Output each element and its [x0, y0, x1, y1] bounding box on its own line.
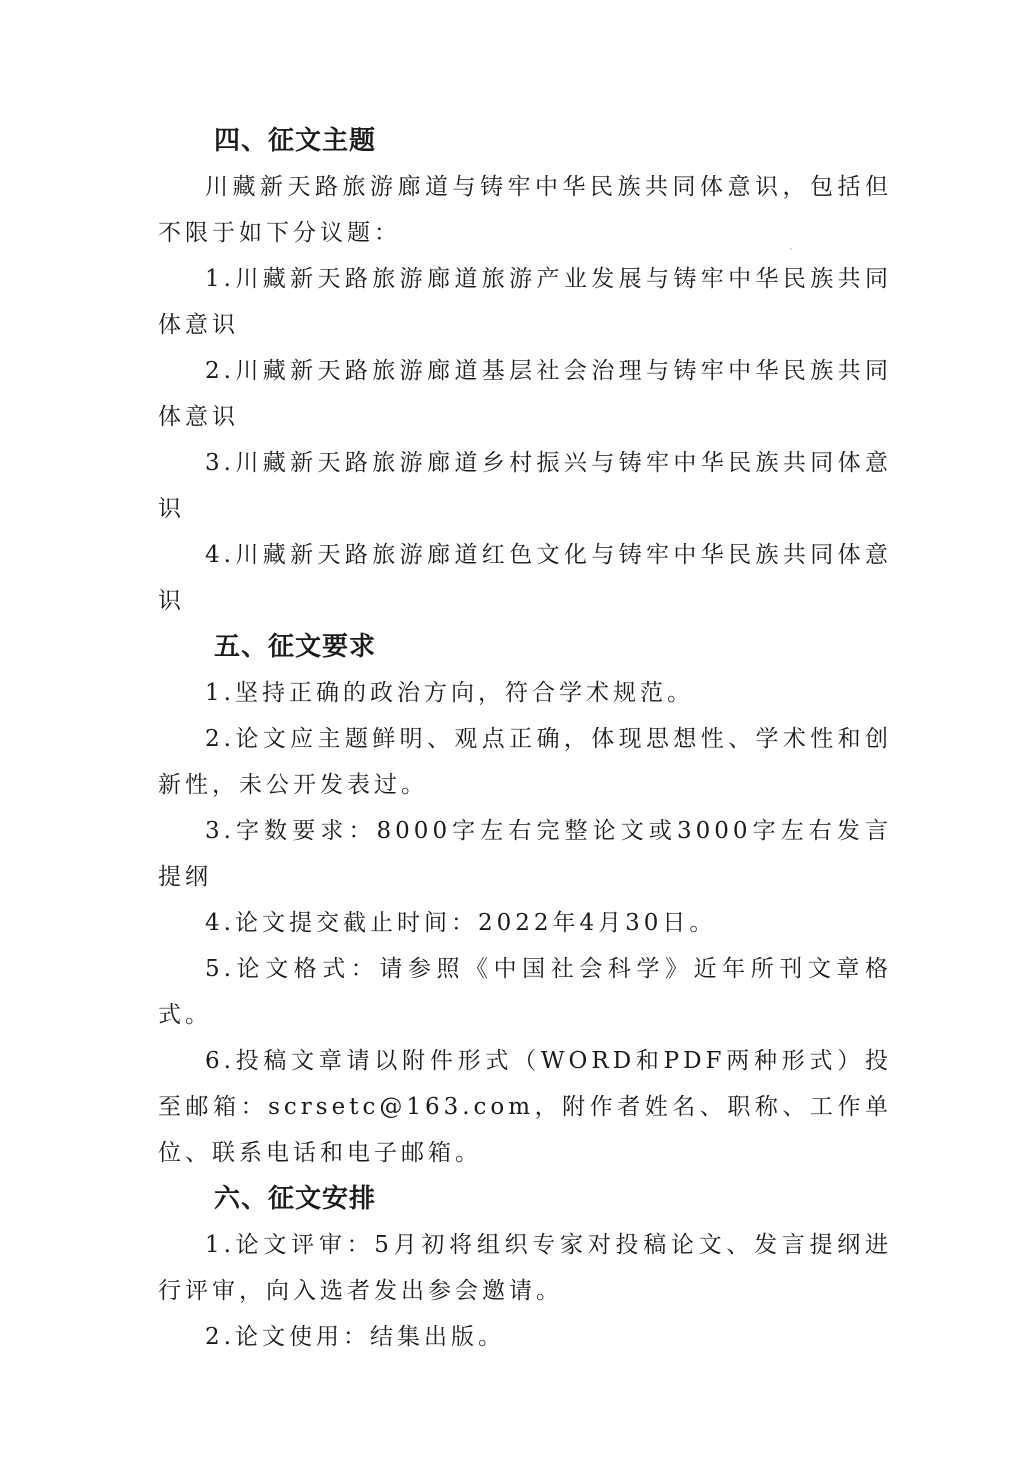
- paragraph: 6.投稿文章请以附件形式（WORD和PDF两种形式）投至邮箱：scrsetc@163.com，附作者姓名、职称、工作单位、联系电话和电子邮箱。: [158, 1048, 892, 1166]
- section-heading: 六、征文安排: [214, 1184, 377, 1214]
- section-heading: 五、征文要求: [214, 632, 377, 662]
- paragraph: 1.论文评审：5月初将组织专家对投稿论文、发言提纲进行评审，向入选者发出参会邀请。: [158, 1232, 892, 1304]
- paragraph: 2.论文使用：结集出版。: [205, 1324, 505, 1350]
- section-heading: 四、征文主题: [214, 126, 377, 156]
- paragraph: 1.川藏新天路旅游廊道旅游产业发展与铸牢中华民族共同体意识: [158, 266, 892, 338]
- paragraph: 3.字数要求：8000字左右完整论文或3000字左右发言提纲: [158, 818, 892, 890]
- paragraph: 2.论文应主题鲜明、观点正确，体现思想性、学术性和创新性，未公开发表过。: [158, 726, 892, 798]
- paragraph: 川藏新天路旅游廊道与铸牢中华民族共同体意识，包括但不限于如下分议题：: [158, 174, 892, 246]
- paragraph: 4.川藏新天路旅游廊道红色文化与铸牢中华民族共同体意识: [158, 542, 892, 614]
- paragraph: 2.川藏新天路旅游廊道基层社会治理与铸牢中华民族共同体意识: [158, 358, 892, 430]
- document-page: [158, 118, 892, 1360]
- section-requirements: [158, 624, 892, 1176]
- paragraph: 5.论文格式：请参照《中国社会科学》近年所刊文章格式。: [158, 956, 892, 1028]
- section-arrangement: [158, 1176, 892, 1360]
- section-theme: [158, 118, 892, 624]
- scan-speck: [790, 248, 792, 250]
- paragraph: 3.川藏新天路旅游廊道乡村振兴与铸牢中华民族共同体意识: [158, 450, 892, 522]
- paragraph: 4.论文提交截止时间：2022年4月30日。: [205, 910, 717, 936]
- paragraph: 1.坚持正确的政治方向，符合学术规范。: [205, 680, 694, 706]
